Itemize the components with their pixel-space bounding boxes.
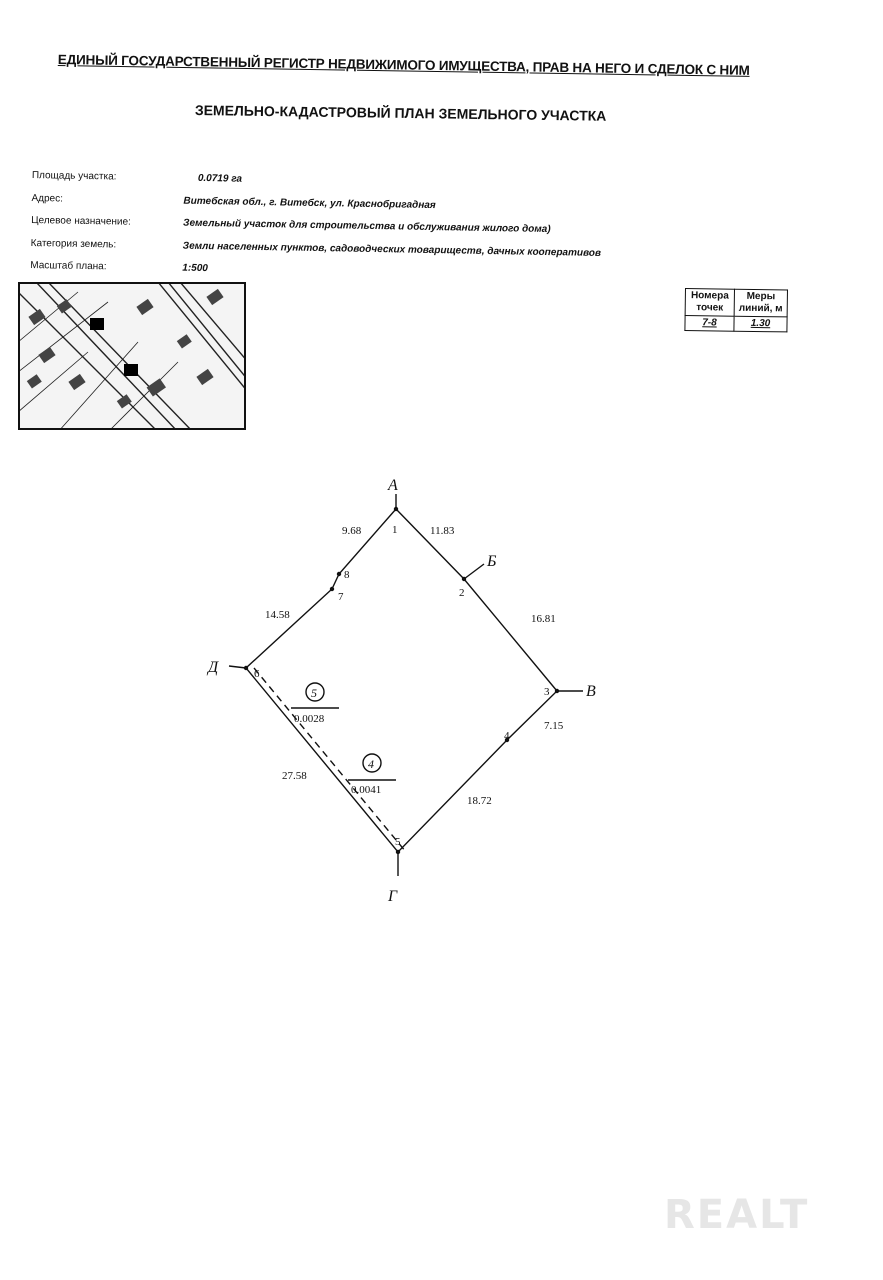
purpose-label: Целевое назначение: — [31, 214, 131, 228]
length-label-7-6: 14.58 — [265, 609, 290, 621]
point-number-8: 8 — [344, 569, 350, 581]
easement-4-area: 0.0041 — [351, 784, 382, 796]
lengths-header: Меры линий, м — [734, 289, 787, 317]
area-label: Площадь участка: — [31, 170, 117, 183]
address-value: Витебская обл., г. Витебск, ул. Краснобригадная — [183, 195, 436, 211]
points-cell: 7-8 — [685, 316, 734, 332]
realt-watermark: REALT — [664, 1192, 810, 1238]
registry-header: ЕДИНЫЙ ГОСУДАРСТВЕННЫЙ РЕГИСТР НЕДВИЖИМОГО ИМУЩЕСТВА, ПРАВ НА НЕГО И СДЕЛОК С НИМ — [57, 52, 750, 78]
length-cell: 1.30 — [734, 316, 787, 332]
leader-line-b — [464, 564, 484, 579]
category-label: Категория земель: — [30, 237, 117, 250]
length-label-4-5: 18.72 — [467, 795, 492, 807]
point-number-4: 4 — [504, 730, 510, 742]
corner-label-d: Д — [208, 659, 219, 676]
length-label-1-2: 11.83 — [430, 525, 455, 537]
point-number-2: 2 — [459, 587, 465, 599]
corner-label-a: А — [388, 477, 398, 494]
leader-line-d — [229, 666, 246, 668]
plot-properties — [30, 170, 712, 294]
category-value: Земли населенных пунктов, садоводческих товариществ, дачных кооперативов — [182, 240, 602, 259]
document-title: ЗЕМЕЛЬНО-КАДАСТРОВЫЙ ПЛАН ЗЕМЕЛЬНОГО УЧАСТКА — [194, 102, 607, 124]
scale-label: Масштаб плана: — [30, 259, 107, 273]
point-number-3: 3 — [544, 686, 550, 698]
length-label-3-4: 7.15 — [544, 720, 564, 732]
corner-label-v: В — [586, 683, 596, 700]
length-label-1-a: 9.68 — [342, 525, 362, 537]
length-label-6-5: 27.58 — [282, 770, 307, 782]
corner-label-b: Б — [487, 553, 497, 570]
points-header: Номера точек — [685, 289, 734, 317]
scale-value: 1:500 — [182, 262, 208, 275]
plot-boundary — [246, 509, 557, 852]
purpose-value: Земельный участок для строительства и обслуживания жилого дома) — [182, 217, 551, 236]
point-number-5: 5 — [395, 836, 401, 848]
point-number-1: 1 — [392, 524, 398, 536]
length-label-2-3: 16.81 — [531, 613, 556, 625]
easement-5-area: 0.0028 — [294, 713, 325, 725]
point-number-7: 7 — [338, 591, 344, 603]
cadastral-plan-drawing — [0, 460, 883, 920]
address-label: Адрес: — [31, 192, 64, 205]
overview-map-image — [18, 282, 246, 430]
point-number-6: 6 — [254, 668, 260, 680]
easement-line — [254, 668, 406, 852]
corner-label-g: Г — [388, 888, 398, 905]
easement-4-number: 4 — [368, 757, 374, 771]
easement-5-number: 5 — [311, 686, 317, 700]
area-value: 0.0719 га — [197, 172, 243, 185]
line-measures-table — [684, 288, 788, 332]
